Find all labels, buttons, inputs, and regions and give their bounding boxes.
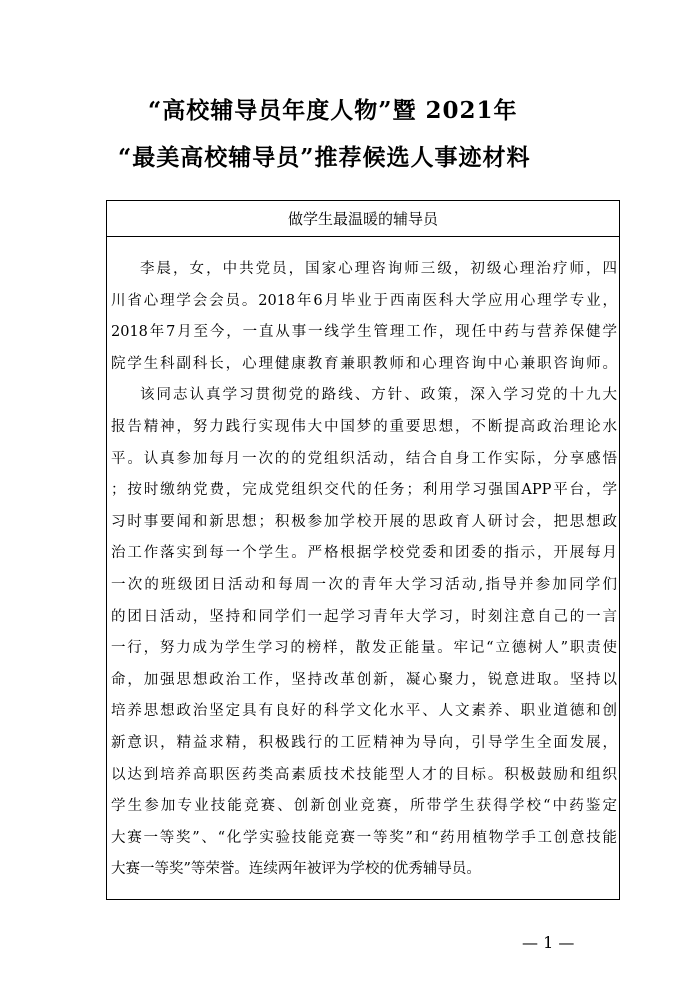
document-title-line-1: “高校辅导员年度人物”暨 2021年 <box>148 97 518 124</box>
text-line: 2018年7月至今，一直从事一线学生管理工作，现任中药与营养保健学 <box>111 324 617 341</box>
text-line: ；按时缴纳党费，完成党组织交代的任务；利用学习强国APP平台，学 <box>111 482 617 499</box>
text-line: 该同志认真学习贯彻党的路线、方针、政策，深入学习党的十九大 <box>140 387 617 404</box>
text-line: 以达到培养高职医药类高素质技术技能型人才的目标。积极鼓励和组织 <box>111 766 617 783</box>
text-line: 习时事要闻和新思想；积极参加学校开展的思政育人研讨会，把思想政 <box>111 513 617 530</box>
text-line: 命，加强思想政治工作，坚持改革创新，凝心聚力，锐意进取。坚持以 <box>111 671 617 688</box>
text-line: 大赛一等奖”等荣誉。连续两年被评为学校的优秀辅导员。 <box>111 861 481 878</box>
text-line: 的团日活动，坚持和同学们一起学习青年大学习，时刻注意自己的一言 <box>111 608 617 625</box>
text-line: 一行，努力成为学生学习的榜样，散发正能量。牢记“立德树人”职责使 <box>111 640 617 657</box>
text-line: 李晨，女，中共党员，国家心理咨询师三级，初级心理治疗师，四 <box>140 261 617 277</box>
text-line: 平。认真参加每月一次的的党组织活动，结合自身工作实际，分享感悟 <box>111 450 617 467</box>
text-line: 大赛一等奖”、“化学实验技能竞赛一等奖”和“药用植物学手工创意技能 <box>111 829 617 846</box>
body-text <box>107 254 619 886</box>
text-line: 学生参加专业技能竞赛、创新创业竞赛，所带学生获得学校“中药鉴定 <box>111 798 617 815</box>
text-line: 培养思想政治坚定具有良好的科学文化水平、人文素养、职业道德和创 <box>111 703 617 720</box>
text-line: 院学生科副科长，心理健康教育兼职教师和心理咨询中心兼职咨询师。 <box>111 355 617 372</box>
content-table <box>106 200 620 900</box>
section-heading: 做学生最温暖的辅导员 <box>107 201 619 237</box>
text-line: 治工作落实到每一个学生。严格根据学校党委和团委的指示，开展每月 <box>111 545 617 562</box>
page-number: — 1 — <box>522 933 575 952</box>
text-line: 一次的班级团日活动和每周一次的青年大学习活动,指导并参加同学们 <box>111 576 617 593</box>
text-line: 报告精神，努力践行实现伟大中国梦的重要思想，不断提高政治理论水 <box>111 418 617 435</box>
text-line: 新意识，精益求精，积极践行的工匠精神为导向，引导学生全面发展， <box>111 734 617 751</box>
document-title-line-2: “最美高校辅导员”推荐候选人事迹材料 <box>118 144 531 171</box>
text-line: 川省心理学会会员。2018年6月毕业于西南医科大学应用心理学专业， <box>111 292 617 309</box>
